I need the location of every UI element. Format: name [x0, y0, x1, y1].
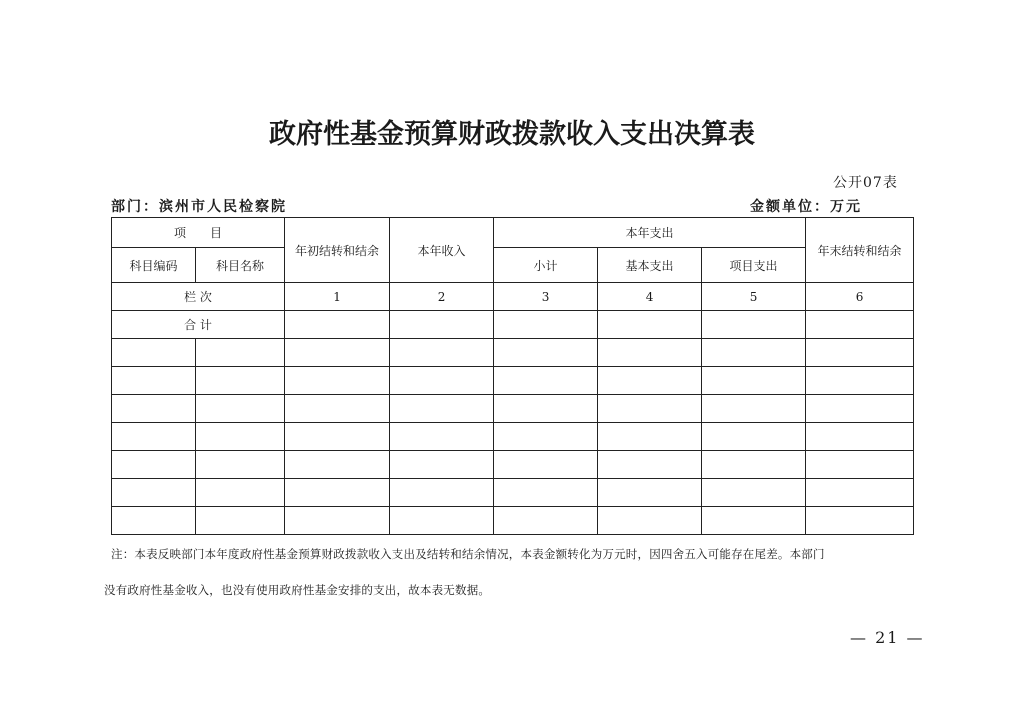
table-cell	[112, 507, 196, 535]
table-cell	[112, 479, 196, 507]
table-cell	[806, 367, 914, 395]
header-carryover-start: 年初结转和结余	[285, 218, 390, 283]
table-cell	[806, 339, 914, 367]
table-cell	[196, 479, 285, 507]
table-row	[112, 367, 914, 395]
table-cell	[390, 367, 494, 395]
index-row	[112, 283, 914, 311]
table-cell	[285, 367, 390, 395]
table-cell	[285, 339, 390, 367]
header-row-2	[112, 248, 914, 283]
department-label: 部门：滨州市人民检察院	[111, 199, 287, 215]
total-cell	[598, 311, 702, 339]
index-cell: 2	[390, 283, 494, 311]
index-cell: 5	[702, 283, 806, 311]
table-cell	[702, 339, 806, 367]
table-cell	[702, 423, 806, 451]
form-number: 公开07表	[833, 175, 898, 191]
table-cell	[112, 339, 196, 367]
table-cell	[196, 451, 285, 479]
table-cell	[196, 367, 285, 395]
table-cell	[806, 507, 914, 535]
header-income: 本年收入	[390, 218, 494, 283]
index-cell: 4	[598, 283, 702, 311]
total-cell	[806, 311, 914, 339]
table-row	[112, 423, 914, 451]
header-project-expense: 项目支出	[702, 248, 806, 283]
total-label: 合 计	[112, 311, 285, 339]
footnote-line-2: 没有政府性基金收入，也没有使用政府性基金安排的支出，故本表无数据。	[104, 583, 491, 597]
table-cell	[285, 479, 390, 507]
table-row	[112, 451, 914, 479]
table-cell	[285, 507, 390, 535]
table-cell	[702, 367, 806, 395]
table-cell	[598, 423, 702, 451]
table-cell	[112, 395, 196, 423]
table-cell	[598, 339, 702, 367]
table-cell	[702, 395, 806, 423]
table-cell	[112, 367, 196, 395]
total-cell	[285, 311, 390, 339]
header-subject-name: 科目名称	[196, 248, 285, 283]
table-row	[112, 507, 914, 535]
table-cell	[806, 451, 914, 479]
table-cell	[390, 423, 494, 451]
table-cell	[494, 367, 598, 395]
table-cell	[390, 395, 494, 423]
table-cell	[196, 423, 285, 451]
header-subject-code: 科目编码	[112, 248, 196, 283]
table-cell	[494, 451, 598, 479]
table-cell	[598, 395, 702, 423]
table-cell	[494, 339, 598, 367]
footnote-line-1: 注：本表反映部门本年度政府性基金预算财政拨款收入支出及结转和结余情况，本表金额转化为万元时，因四舍五入可能存在尾差。本部门	[111, 547, 825, 561]
total-cell	[702, 311, 806, 339]
total-row	[112, 311, 914, 339]
amount-unit-label: 金额单位：万元	[750, 199, 862, 215]
table-cell	[390, 507, 494, 535]
table-cell	[196, 395, 285, 423]
header-carryover-end: 年末结转和结余	[806, 218, 914, 283]
table-cell	[285, 395, 390, 423]
table-cell	[806, 479, 914, 507]
header-row-1	[112, 218, 914, 248]
table-cell	[390, 479, 494, 507]
index-label: 栏 次	[112, 283, 285, 311]
table-cell	[702, 479, 806, 507]
page-number: — 21 —	[850, 628, 925, 647]
table-cell	[598, 507, 702, 535]
table-cell	[285, 423, 390, 451]
index-cell: 6	[806, 283, 914, 311]
table-cell	[806, 395, 914, 423]
header-basic-expense: 基本支出	[598, 248, 702, 283]
table-row	[112, 479, 914, 507]
table-cell	[494, 479, 598, 507]
table-row	[112, 395, 914, 423]
budget-table	[111, 217, 914, 535]
table-cell	[598, 479, 702, 507]
table-cell	[702, 507, 806, 535]
index-cell: 3	[494, 283, 598, 311]
table-cell	[112, 451, 196, 479]
table-cell	[196, 339, 285, 367]
total-cell	[494, 311, 598, 339]
total-cell	[390, 311, 494, 339]
table-cell	[806, 423, 914, 451]
table-cell	[390, 339, 494, 367]
header-expense-group: 本年支出	[494, 218, 806, 248]
table-cell	[598, 367, 702, 395]
table-cell	[390, 451, 494, 479]
table-row	[112, 339, 914, 367]
page-title: 政府性基金预算财政拨款收入支出决算表	[269, 119, 755, 150]
table-cell	[494, 395, 598, 423]
index-cell: 1	[285, 283, 390, 311]
header-subtotal: 小计	[494, 248, 598, 283]
table-cell	[494, 423, 598, 451]
table-cell	[285, 451, 390, 479]
table-cell	[702, 451, 806, 479]
table-cell	[112, 423, 196, 451]
table-cell	[494, 507, 598, 535]
table-cell	[598, 451, 702, 479]
table-cell	[196, 507, 285, 535]
header-item: 项 目	[112, 218, 285, 248]
